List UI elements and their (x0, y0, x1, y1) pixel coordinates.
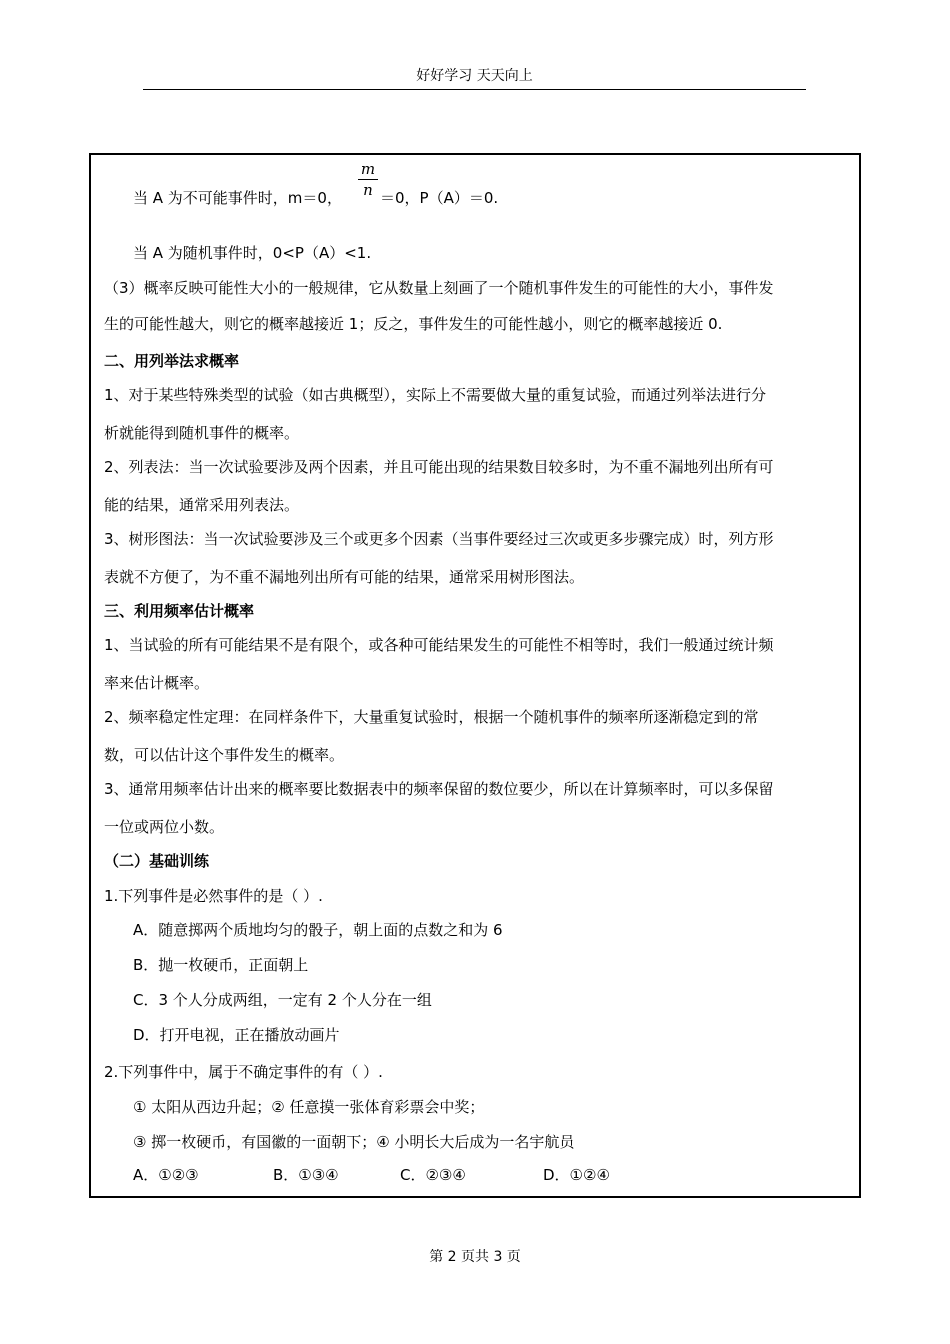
header-rule (143, 89, 806, 90)
page-footer: 第 2 页共 3 页 (429, 1249, 521, 1265)
impossible-event-text-b: ＝0，P（A）＝0. (380, 189, 499, 207)
question-2: 2.下列事件中，属于不确定事件的有（ ）. (104, 1063, 383, 1081)
paragraph-line: 一位或两位小数。 (104, 818, 225, 836)
paragraph-line: 析就能得到随机事件的概率。 (104, 424, 300, 442)
paragraph-line: 3、树形图法：当一次试验要涉及三个或更多个因素（当事件要经过三次或更多步骤完成）时，列方形 (104, 530, 774, 548)
q1-option-d: D．打开电视，正在播放动画片 (133, 1026, 340, 1044)
paragraph-line: 2、列表法：当一次试验要涉及两个因素，并且可能出现的结果数目较多时，为不重不漏地列出所有可 (104, 458, 774, 476)
fraction-bar (358, 179, 378, 180)
question-1: 1.下列事件是必然事件的是（ ）. (104, 887, 323, 905)
q2-option-b: B．①③④ (273, 1166, 339, 1184)
random-event-text: 当 A 为随机事件时，0<P（A）<1. (133, 244, 372, 262)
paragraph-line: 2、频率稳定性定理：在同样条件下，大量重复试验时，根据一个随机事件的频率所逐渐稳定到的常 (104, 708, 759, 726)
paragraph-line: 能的结果，通常采用列表法。 (104, 496, 300, 514)
paragraph-line: 生的可能性越大，则它的概率越接近 1；反之，事件发生的可能性越小，则它的概率越接近 0. (104, 315, 723, 333)
section-heading-enumeration: 二、用列举法求概率 (104, 352, 240, 370)
section-heading-practice: （二）基础训练 (104, 852, 210, 870)
q2-statements-1: ① 太阳从西边升起；② 任意摸一张体育彩票会中奖； (133, 1098, 485, 1116)
paragraph-line: 率来估计概率。 (104, 674, 210, 692)
paragraph-line: 1、对于某些特殊类型的试验（如古典概型），实际上不需要做大量的重复试验，而通过列举法进行分 (104, 386, 767, 404)
fraction-denominator: n (363, 181, 373, 199)
q2-option-a: A．①②③ (133, 1166, 199, 1184)
paragraph-line: 1、当试验的所有可能结果不是有限个，或各种可能结果发生的可能性不相等时，我们一般通过统计频 (104, 636, 774, 654)
page-header: 好好学习 天天向上 (416, 68, 533, 84)
paragraph-line: 表就不方便了，为不重不漏地列出所有可能的结果，通常采用树形图法。 (104, 568, 585, 586)
section-heading-frequency: 三、利用频率估计概率 (104, 602, 255, 620)
q1-option-a: A．随意掷两个质地均匀的骰子，朝上面的点数之和为 6 (133, 921, 503, 939)
q2-option-d: D．①②④ (543, 1166, 610, 1184)
paragraph-line: 数，可以估计这个事件发生的概率。 (104, 746, 345, 764)
q2-option-c: C．②③④ (400, 1166, 466, 1184)
paragraph-line: （3）概率反映可能性大小的一般规律，它从数量上刻画了一个随机事件发生的可能性的大小，事件发 (104, 279, 774, 297)
fraction-m-over-n (358, 160, 378, 199)
paragraph-line: 3、通常用频率估计出来的概率要比数据表中的频率保留的数位要少，所以在计算频率时，可以多保留 (104, 780, 774, 798)
q1-option-b: B．抛一枚硬币，正面朝上 (133, 956, 309, 974)
fraction-numerator: m (360, 160, 376, 178)
q2-statements-2: ③ 掷一枚硬币，有国徽的一面朝下；④ 小明长大后成为一名宇航员 (133, 1133, 575, 1151)
q1-option-c: C．3 个人分成两组，一定有 2 个人分在一组 (133, 991, 432, 1009)
impossible-event-text-a: 当 A 为不可能事件时，m＝0， (133, 189, 342, 207)
